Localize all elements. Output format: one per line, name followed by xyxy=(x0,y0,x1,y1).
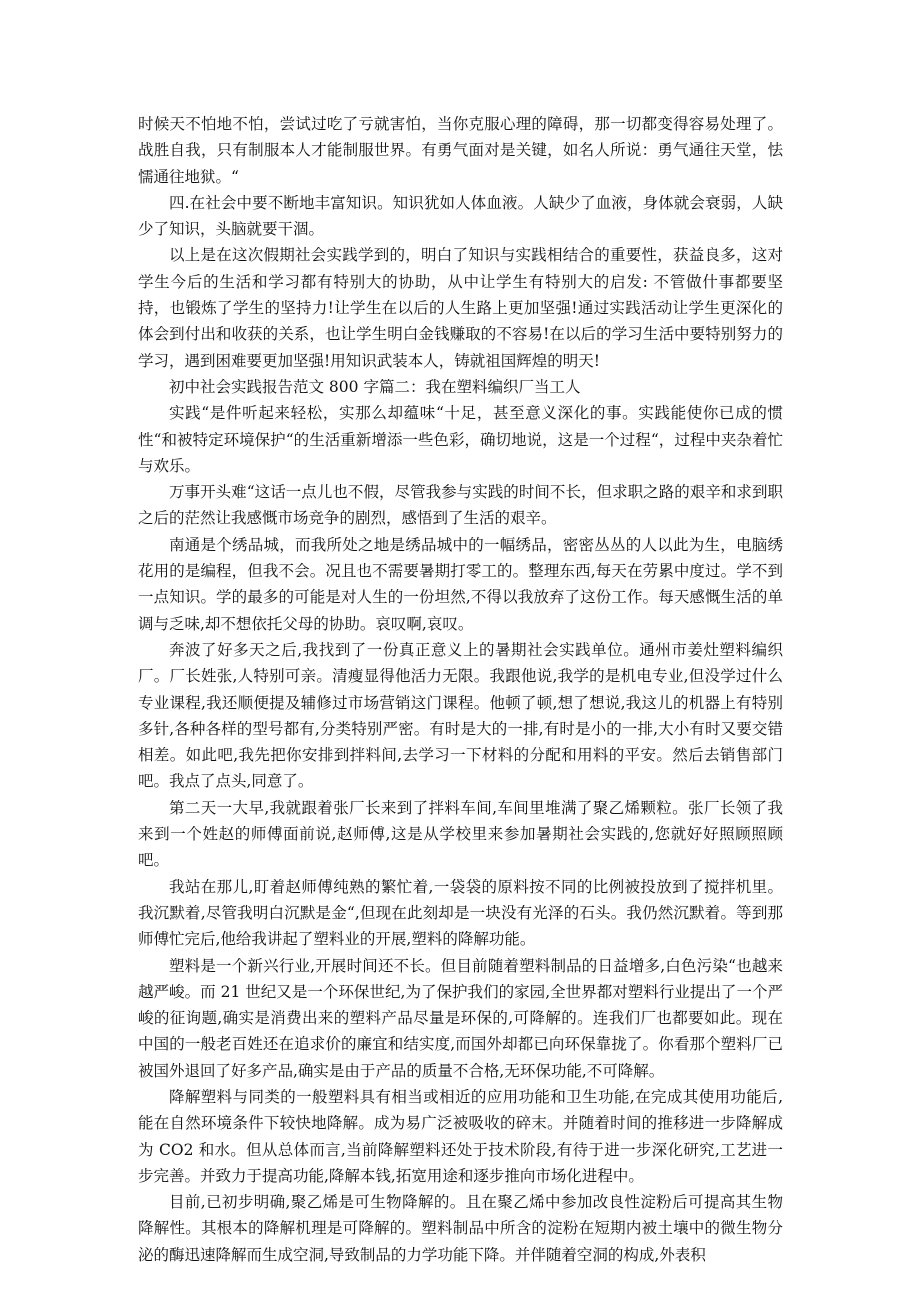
paragraph-plastics-industry: 塑料是一个新兴行业,开展时间还不长。但目前随着塑料制品的日益增多,白色污染“也越来越严峻。而 21 世纪又是一个环保世纪,为了保护我们的家园,全世界都对塑料行业提出了一个严峻的征询题,确实是消费出来的塑料产品尽量是环保的,可降解的。连我们厂也都要如此。现在中国的一般老百姓还在追求价的廉宜和结实度,而国外却都已向环保靠拢了。你看那个塑料厂已被国外退回了好多产品,确实是由于产品的质量不合格,无环保功能,不可降解。 xyxy=(138,956,783,1080)
section-heading: 初中社会实践报告范文 800 字篇二：我在塑料编织厂当工人 xyxy=(169,377,581,396)
paragraph-degradable-plastics: 降解塑料与同类的一般塑料具有相当或相近的应用功能和卫生功能,在完成其使用功能后,能在自然环境条件下较快地降解。成为易广泛被吸收的碎末。并随着时间的推移进一步降解成为 CO2 和水。但从总体而言,当前降解塑料还处于技术阶段,有待于进一步深化研究,工艺进一步完善。并致力于提高功能,降解本钱,拓宽用途和逐步推向市场化进程中。 xyxy=(138,1087,783,1185)
paragraph-knowledge: 四.在社会中要不断地丰富知识。知识犹如人体血液。人缺少了血液，身体就会衰弱，人缺少了知识，头脑就要干涸。 xyxy=(138,193,783,239)
paragraph-polyethylene: 目前,已初步明确,聚乙烯是可生物降解的。且在聚乙烯中参加改良性淀粉后可提高其生物降解性。其根本的降解机理是可降解的。塑料制品中所含的淀粉在短期内被土壤中的微生物分泌的酶迅速降解而生成空洞,导致制品的力学功能下降。并伴随着空洞的构成,外表积 xyxy=(138,1193,783,1264)
paragraph-nantong: 南通是个绣品城，而我所处之地是绣品城中的一幅绣品，密密丛丛的人以此为生，电脑绣花用的是编程，但我不会。况且也不需要暑期打零工的。整理东西,每天在劳累中度过。学不到一点知识。学的最多的可能是对人生的一份坦然,不得以我放弃了这份工作。每天感慨生活的单调与乏味,却不想依托父母的协助。哀叹啊,哀叹。 xyxy=(138,535,783,633)
document-page xyxy=(138,111,783,1268)
paragraph-summary: 以上是在这次假期社会实践学到的，明白了知识与实践相结合的重要性，获益良多，这对学生今后的生活和学习都有特别大的协助，从中让学生有特别大的启发: 不管做什事都要坚持，也锻炼了学生的坚持力!让学生在以后的人生路上更加坚强!通过实践活动让学生更深化的体会到付出和收获的关系，也让学生明白金钱赚取的不容易!在以后的学习生活中要特别努力的学习，遇到困难要更加坚强!用知识武装本人，铸就祖国辉煌的明天! xyxy=(138,246,783,370)
paragraph-second-day: 第二天一大早,我就跟着张厂长来到了拌料车间,车间里堆满了聚乙烯颗粒。张厂长领了我来到一个姓赵的师傅面前说,赵师傅,这是从学校里来参加暑期社会实践的,您就好好照顾照顾吧。 xyxy=(138,798,783,870)
paragraph-factory: 奔波了好多天之后,我找到了一份真正意义上的暑期社会实践单位。通州市姜灶塑料编织厂。厂长姓张,人特别可亲。清瘦显得他活力无限。我跟他说,我学的是机电专业,但没学过什么专业课程,我还顺便提及辅修过市场营销这门课程。他顿了顿,想了想说,我这儿的机器上有特别多针,各种各样的型号都有,分类特别严密。有时是大的一排,有时是小的一排,大小有时又要交错相差。如此吧,我先把你安排到拌料间,去学习一下材料的分配和用料的平安。然后去销售部门吧。我点了点头,同意了。 xyxy=(138,640,783,791)
paragraph-practice: 实践“是件听起来轻松，实那么却蕴味“十足，甚至意义深化的事。实践能使你已成的惯性“和被特定环境保护“的生活重新增添一些色彩，确切地说，这是一个过程“，过程中夹杂着忙与欢乐。 xyxy=(138,404,783,475)
paragraph-beginning: 万事开头难“这话一点儿也不假，尽管我参与实践的时间不长，但求职之路的艰辛和求到职之后的茫然让我感慨市场竞争的剧烈，感悟到了生活的艰辛。 xyxy=(138,483,783,528)
paragraph-continuation: 时候天不怕地不怕，尝试过吃了亏就害怕，当你克服心理的障碍，那一切都变得容易处理了。战胜自我，只有制服本人才能制服世界。有勇气面对是关键，如名人所说：勇气通往天堂，怯懦通往地狱。“ xyxy=(138,115,783,186)
paragraph-silence: 我站在那儿,盯着赵师傅纯熟的繁忙着,一袋袋的原料按不同的比例被投放到了搅拌机里。我沉默着,尽管我明白沉默是金“,但现在此刻却是一块没有光泽的石头。我仍然沉默着。等到那师傅忙完后,他给我讲起了塑料业的开展,塑料的降解功能。 xyxy=(138,877,783,949)
